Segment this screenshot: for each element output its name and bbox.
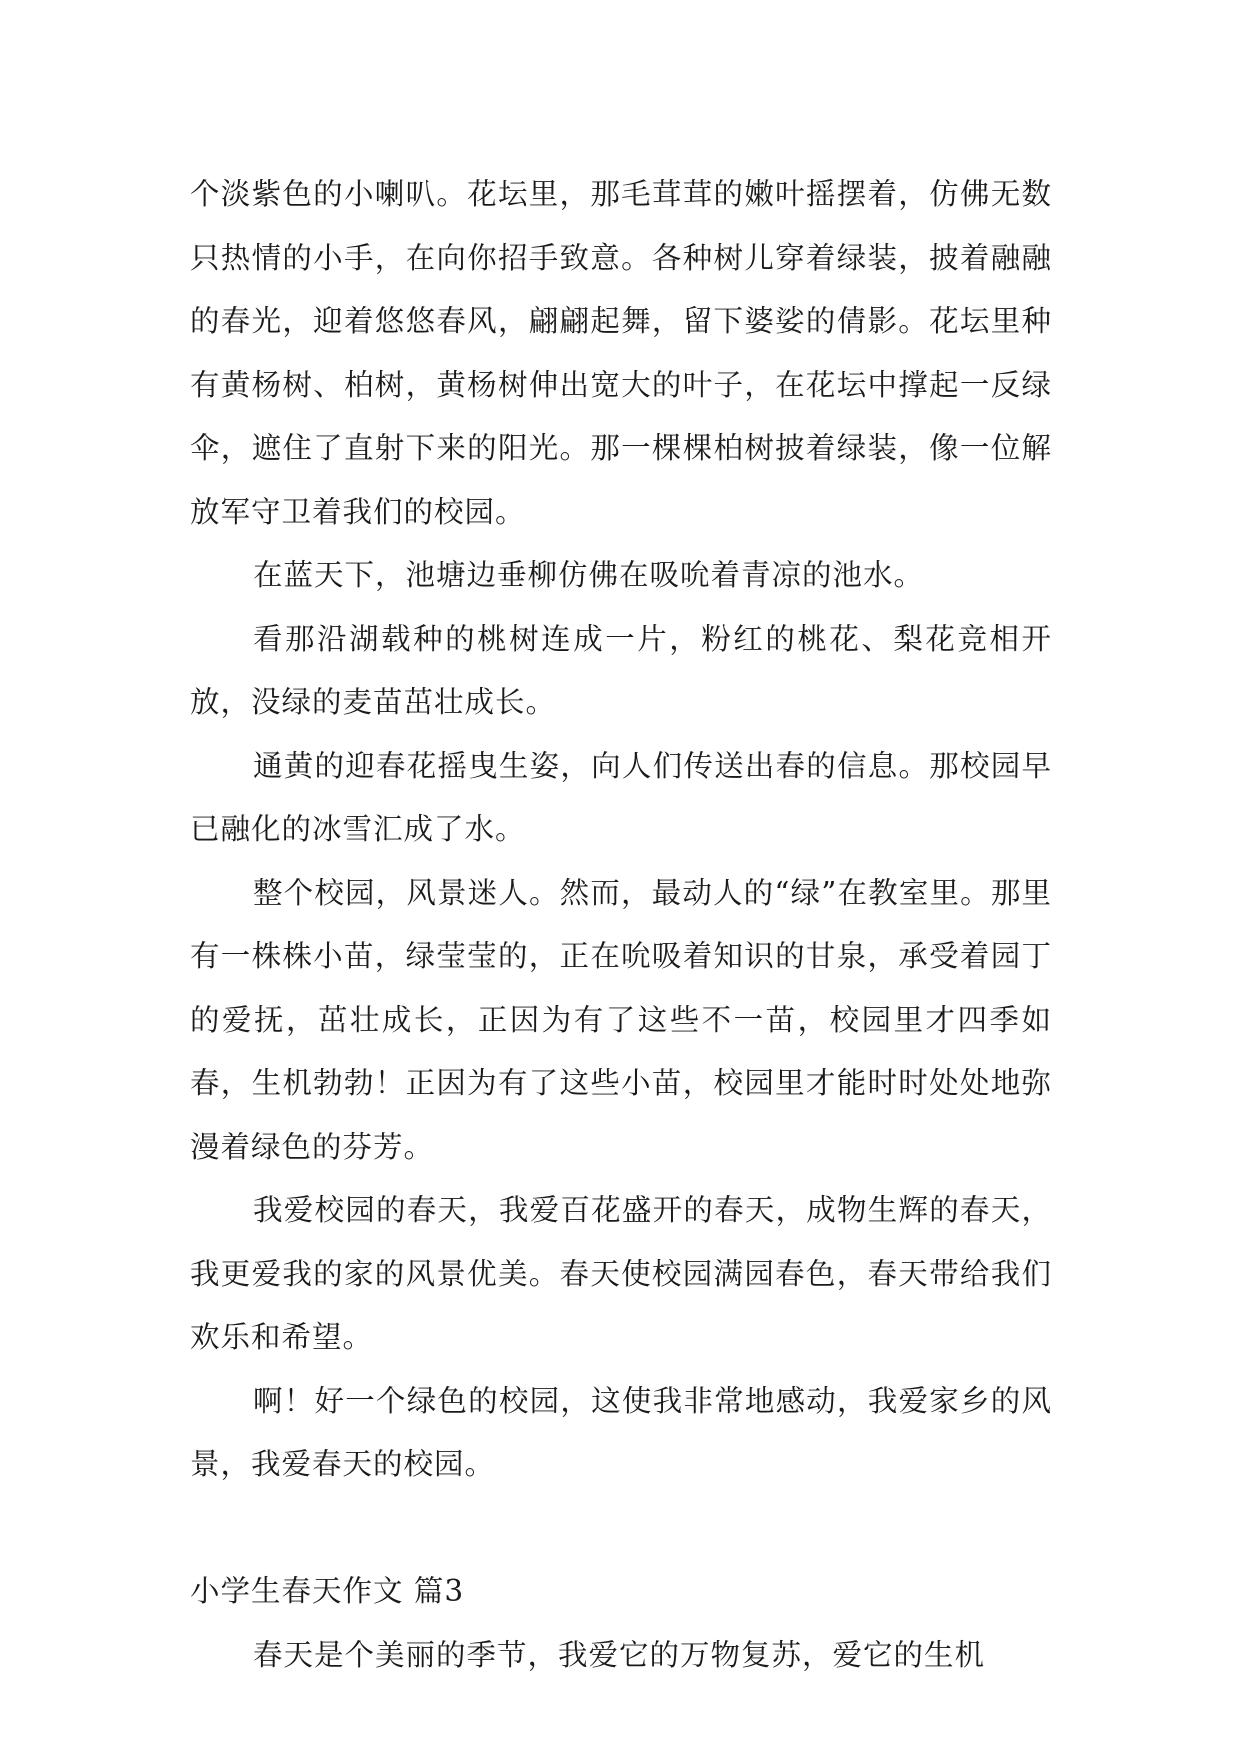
paragraph: 在蓝天下，池塘边垂柳仿佛在吸吮着青凉的池水。 <box>253 558 925 592</box>
document-body <box>190 163 1052 1687</box>
paragraph: 看那沿湖载种的桃树连成一片，粉红的桃花、梨花竞相开放，没绿的麦苗茁壮成长。 <box>190 621 1052 719</box>
paragraph: 我爱校园的春天，我爱百花盛开的春天，成物生辉的春天，我更爱我的家的风景优美。春天使校园满园春色，春天带给我们欢乐和希望。 <box>190 1193 1052 1354</box>
section-heading: 小学生春天作文 篇3 <box>190 1574 465 1608</box>
paragraph: 整个校园，风景迷人。然而，最动人的“绿”在教室里。那里有一株株小苗，绿莹莹的，正在吮吸着知识的甘泉，承受着园丁的爱抚，茁壮成长，正因为有了这些不一苗，校园里才四季如春，生机勃勃！正因为有了这些小苗，校园里才能时时处处地弥漫着绿色的芬芳。 <box>190 875 1052 1164</box>
paragraph: 通黄的迎春花摇曳生姿，向人们传送出春的信息。那校园早已融化的冰雪汇成了水。 <box>190 748 1052 846</box>
paragraph: 啊！好一个绿色的校园，这使我非常地感动，我爱家乡的风景，我爱春天的校园。 <box>190 1383 1052 1481</box>
paragraph-continuation: 个淡紫色的小喇叭。花坛里，那毛茸茸的嫩叶摇摆着，仿佛无数只热情的小手，在向你招手致意。各种树儿穿着绿装，披着融融的春光，迎着悠悠春风，翩翩起舞，留下婆娑的倩影。花坛里种有黄杨树、柏树，黄杨树伸出宽大的叶子，在花坛中撑起一反绿伞，遮住了直射下来的阳光。那一棵棵柏树披着绿装，像一位解放军守卫着我们的校园。 <box>190 177 1052 529</box>
spacer <box>190 1497 1052 1561</box>
paragraph: 春天是个美丽的季节，我爱它的万物复苏，爱它的生机 <box>253 1637 986 1672</box>
